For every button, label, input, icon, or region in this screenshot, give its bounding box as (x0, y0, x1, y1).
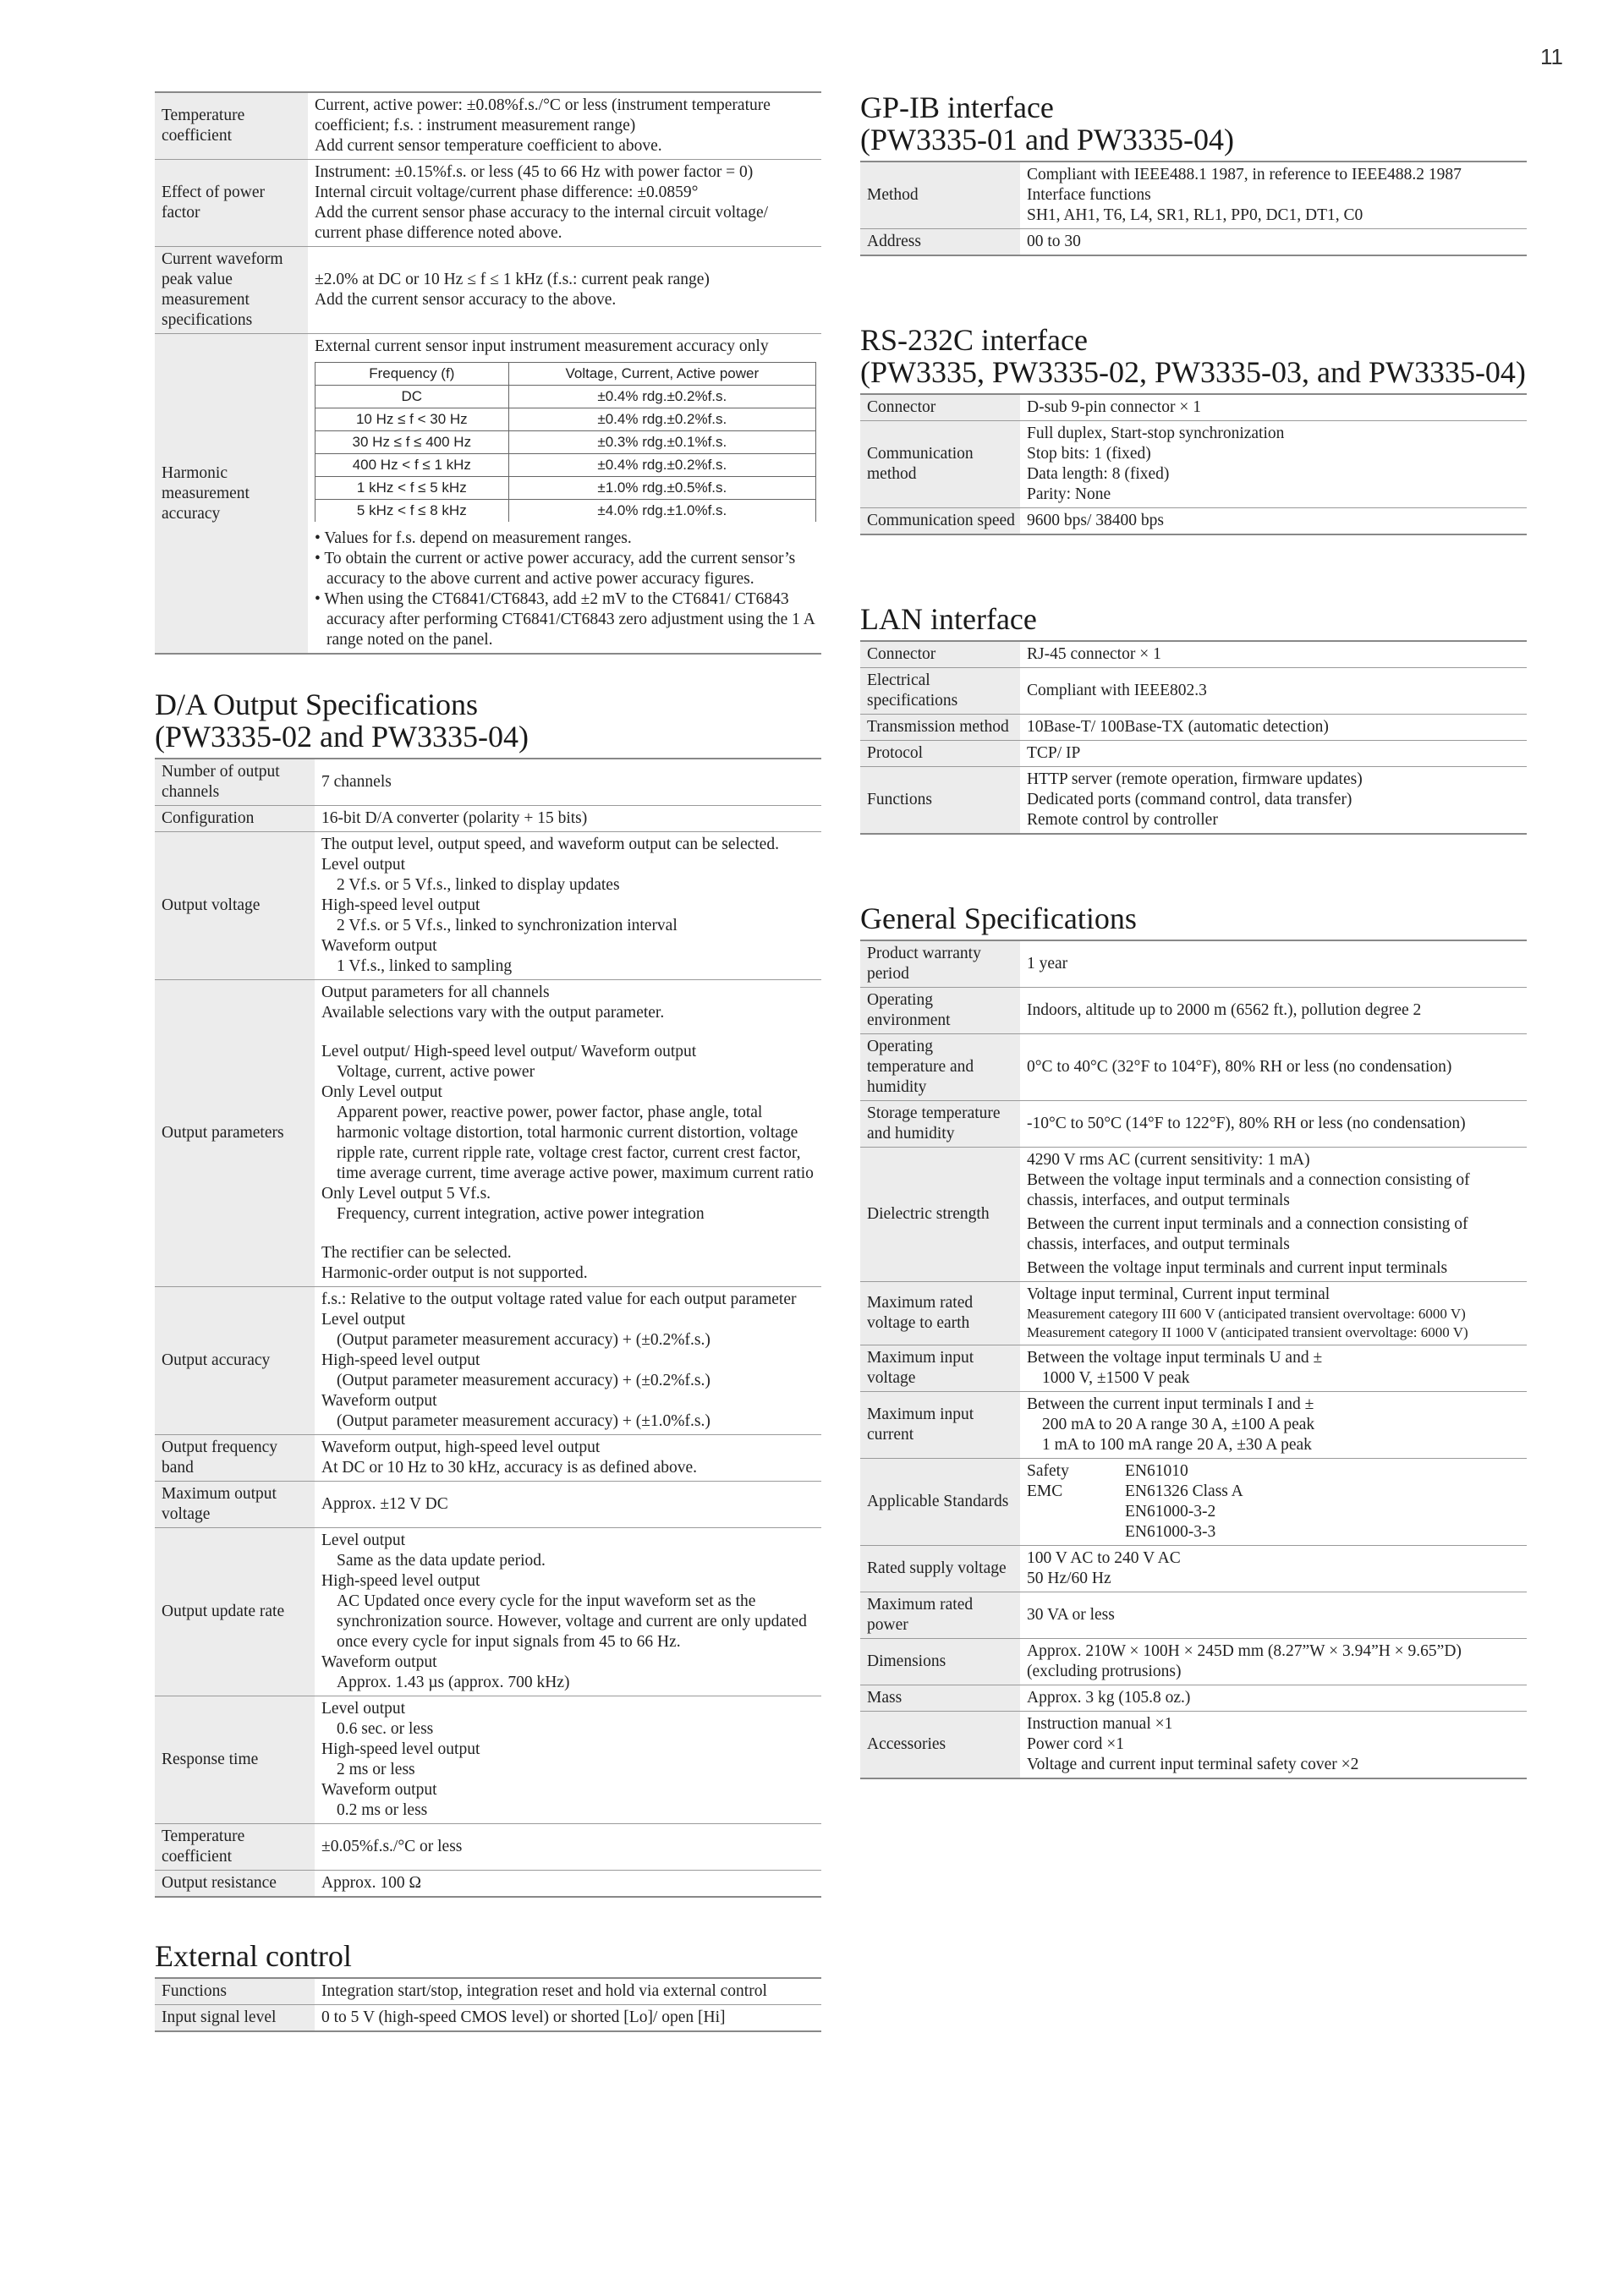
value-line: 0.6 sec. or less (337, 1720, 434, 1738)
right-column (860, 91, 1527, 1813)
value-line: Between the voltage input terminals U and ± (1027, 1349, 1323, 1367)
standard-name: EN61000-3-2 (1125, 1503, 1216, 1521)
value-line: Compliant with IEEE488.1 1987, in reference to IEEE488.2 1987 (1027, 166, 1462, 184)
table-row (860, 767, 1527, 835)
value-line: 100 V AC to 240 V AC (1027, 1549, 1181, 1567)
table-row (860, 1148, 1527, 1282)
table-row (315, 408, 816, 431)
value-line: High-speed level output (321, 1572, 480, 1590)
row-value: 0°C to 40°C (32°F to 104°F), 80% RH or less (no condensation) (1020, 1034, 1527, 1101)
value-line: Level output (321, 1532, 406, 1549)
title-line: D/A Output Specifications (155, 688, 478, 721)
note-line: • To obtain the current or active power accuracy, add the current sensor’s accuracy to the above current and active power accuracy figures. (315, 550, 796, 588)
gpib-section (860, 91, 1527, 256)
table-row (155, 2005, 821, 2032)
table-row (860, 508, 1527, 535)
value-line: Between the voltage input terminals and a connection consisting of chassis, interfaces, and output terminals (1027, 1171, 1470, 1209)
row-value (1020, 421, 1527, 508)
row-value: D-sub 9-pin connector × 1 (1020, 394, 1527, 421)
table-row (860, 1282, 1527, 1345)
row-label: Maximum rated voltage to earth (860, 1282, 1020, 1345)
row-label: Operating environment (860, 988, 1020, 1034)
table-row (315, 477, 816, 500)
value-line: Data length: 8 (fixed) (1027, 465, 1170, 483)
row-label: Dielectric strength (860, 1148, 1020, 1282)
row-label: Communication speed (860, 508, 1020, 535)
value-line: Add the current sensor accuracy to the above. (315, 291, 617, 309)
value-line: Interface functions (1027, 186, 1151, 204)
section-title: LAN interface (860, 602, 1037, 636)
row-label: Connector (860, 394, 1020, 421)
value-line: (Output parameter measurement accuracy) + (±1.0%f.s.) (337, 1412, 710, 1430)
row-value: 16-bit D/A converter (polarity + 15 bits) (315, 806, 821, 832)
table-row (860, 940, 1527, 988)
row-label: Maximum input current (860, 1392, 1020, 1459)
table-cell: ±0.4% rdg.±0.2%f.s. (508, 386, 815, 408)
value-line: Level output/ High-speed level output/ Waveform output (321, 1043, 697, 1060)
title-line: (PW3335-01 and PW3335-04) (860, 123, 1234, 156)
column-header: Frequency (f) (315, 363, 509, 386)
table-cell: ±4.0% rdg.±1.0%f.s. (508, 500, 815, 523)
value-line: Level output (321, 856, 406, 874)
row-label: Response time (155, 1696, 315, 1824)
row-label: Harmonic measurement accuracy (155, 334, 308, 655)
value-line: Voltage, current, active power (337, 1063, 535, 1081)
value-line: Remote control by controller (1027, 811, 1218, 829)
lan-table (860, 640, 1527, 835)
value-line: The rectifier can be selected. (321, 1244, 512, 1262)
table-row (860, 741, 1527, 767)
table-row (860, 1392, 1527, 1459)
row-value (1020, 1712, 1527, 1779)
table-cell: 1 kHz < f ≤ 5 kHz (315, 477, 509, 500)
value-line: Power cord ×1 (1027, 1735, 1124, 1753)
value-line: External current sensor input instrument measurement accuracy only (315, 337, 769, 355)
row-value (308, 334, 821, 655)
row-value (1020, 1148, 1527, 1282)
value-line: 0.2 ms or less (337, 1801, 428, 1819)
row-value: Approx. 3 kg (105.8 oz.) (1020, 1685, 1527, 1712)
row-label: Maximum output voltage (155, 1482, 315, 1528)
value-line: 2 Vf.s. or 5 Vf.s., linked to synchronization interval (337, 917, 678, 934)
da-output-table (155, 758, 821, 1898)
title-line: RS-232C interface (860, 323, 1088, 357)
table-row (155, 1871, 821, 1898)
note-line: • Values for f.s. depend on measurement ranges. (315, 529, 632, 547)
value-line: 1000 V, ±1500 V peak (1042, 1369, 1190, 1387)
value-line: Between the voltage input terminals and current input terminals (1027, 1259, 1448, 1277)
table-row (860, 1639, 1527, 1685)
table-row (315, 454, 816, 477)
value-line: Dedicated ports (command control, data transfer) (1027, 791, 1352, 808)
row-value (1020, 1282, 1527, 1345)
value-line: Same as the data update period. (337, 1552, 546, 1570)
accuracy-table (155, 91, 821, 655)
value-line: Add current sensor temperature coefficient to above. (315, 137, 662, 155)
row-value (1020, 1459, 1527, 1546)
value-line: Available selections vary with the output parameter. (321, 1004, 665, 1022)
row-value (308, 92, 821, 160)
value-line: 4290 V rms AC (current sensitivity: 1 mA) (1027, 1151, 1310, 1169)
value-line: High-speed level output (321, 1351, 480, 1369)
table-row (155, 1435, 821, 1482)
table-cell: ±0.3% rdg.±0.1%f.s. (508, 431, 815, 454)
table-row (860, 421, 1527, 508)
table-row (860, 1034, 1527, 1101)
row-label: Number of output channels (155, 759, 315, 806)
value-line: (Output parameter measurement accuracy) + (±0.2%f.s.) (337, 1372, 710, 1389)
value-line: (Output parameter measurement accuracy) + (±0.2%f.s.) (337, 1331, 710, 1349)
row-label: Output parameters (155, 980, 315, 1287)
table-row (155, 247, 821, 334)
value-line: Waveform output, high-speed level output (321, 1438, 601, 1456)
row-value (1020, 1345, 1527, 1392)
table-cell: ±1.0% rdg.±0.5%f.s. (508, 477, 815, 500)
table-cell: ±0.4% rdg.±0.2%f.s. (508, 408, 815, 431)
row-value (315, 1528, 821, 1696)
value-line: Between the current input terminals and a connection consisting of chassis, interfaces, and output terminals (1027, 1215, 1468, 1253)
row-value (1020, 1639, 1527, 1685)
row-label: Functions (860, 767, 1020, 835)
value-line: Frequency, current integration, active power integration (337, 1205, 705, 1223)
value-line: High-speed level output (321, 1740, 480, 1758)
value-line: Level output (321, 1311, 406, 1329)
row-value: 30 VA or less (1020, 1592, 1527, 1639)
row-value: Approx. 100 Ω (321, 1874, 421, 1892)
row-value: 1 year (1020, 940, 1527, 988)
value-line: Measurement category III 600 V (anticipated transient overvoltage: 6000 V) (1027, 1306, 1466, 1322)
standard-category: Safety (1027, 1462, 1069, 1480)
row-label: Mass (860, 1685, 1020, 1712)
row-value: 7 channels (315, 759, 821, 806)
row-label: Configuration (155, 806, 315, 832)
row-value (1020, 162, 1527, 229)
table-row (860, 1685, 1527, 1712)
rs232c-section (860, 324, 1527, 535)
value-line: 1 Vf.s., linked to sampling (337, 957, 513, 975)
row-value: 00 to 30 (1027, 233, 1081, 250)
row-value (1020, 1546, 1527, 1592)
row-label: Storage temperature and humidity (860, 1101, 1020, 1148)
table-row (155, 1287, 821, 1435)
section-title: General Specifications (860, 901, 1137, 935)
section-title: External control (155, 1939, 352, 1973)
row-value (315, 1696, 821, 1824)
table-row (155, 92, 821, 160)
page-number: 11 (1540, 44, 1563, 69)
value-line: 1 mA to 100 mA range 20 A, ±30 A peak (1042, 1436, 1312, 1454)
value-line: Only Level output 5 Vf.s. (321, 1185, 491, 1203)
value-line: (excluding protrusions) (1027, 1663, 1182, 1680)
row-label: Operating temperature and humidity (860, 1034, 1020, 1101)
value-line: Instrument: ±0.15%f.s. or less (45 to 66 Hz with power factor = 0) (315, 163, 754, 181)
row-value: 10Base-T/ 100Base-TX (automatic detection) (1020, 715, 1527, 741)
value-line: Harmonic-order output is not supported. (321, 1264, 588, 1282)
row-label: Output frequency band (155, 1435, 315, 1482)
table-row (315, 386, 816, 408)
row-label: Communication method (860, 421, 1020, 508)
value-line: Voltage input terminal, Current input terminal (1027, 1285, 1330, 1303)
row-label: Maximum rated power (860, 1592, 1020, 1639)
table-row (155, 832, 821, 980)
value-line: Internal circuit voltage/current phase difference: ±0.0859° (315, 184, 699, 201)
table-row (860, 1459, 1527, 1546)
row-label: Rated supply voltage (860, 1546, 1020, 1592)
value-line: Only Level output (321, 1083, 442, 1101)
row-value (315, 832, 821, 980)
row-label: Connector (860, 641, 1020, 668)
row-value: ±0.05%f.s./°C or less (315, 1824, 821, 1871)
table-row (860, 668, 1527, 715)
table-row (155, 1482, 821, 1528)
value-line: Voltage and current input terminal safety cover ×2 (1027, 1756, 1359, 1773)
harmonic-accuracy-table (315, 362, 816, 522)
section-title (860, 91, 1527, 156)
row-label: Accessories (860, 1712, 1020, 1779)
row-label: Output resistance (155, 1871, 315, 1898)
row-label: Temperature coefficient (155, 92, 308, 160)
value-line: Output parameters for all channels (321, 984, 550, 1001)
value-line: Full duplex, Start-stop synchronization (1027, 425, 1285, 442)
table-row (860, 162, 1527, 229)
standard-category: EMC (1027, 1482, 1063, 1500)
row-label: Output accuracy (155, 1287, 315, 1435)
value-line: Stop bits: 1 (fixed) (1027, 445, 1151, 463)
value-line: 50 Hz/60 Hz (1027, 1570, 1111, 1587)
table-row (155, 1978, 821, 2005)
table-row (860, 229, 1527, 256)
accuracy-section (155, 91, 821, 655)
table-cell: 5 kHz < f ≤ 8 kHz (315, 500, 509, 523)
table-row (860, 988, 1527, 1034)
row-label: Address (860, 229, 1020, 256)
title-line: GP-IB interface (860, 90, 1054, 124)
value-line: Measurement category II 1000 V (anticipated transient overvoltage: 6000 V) (1027, 1324, 1468, 1340)
standard-name: EN61326 Class A (1125, 1482, 1243, 1500)
row-label: Electrical specifications (860, 668, 1020, 715)
table-row (155, 1696, 821, 1824)
standard-category (1027, 1502, 1125, 1522)
row-value (315, 1435, 821, 1482)
column-header: Voltage, Current, Active power (508, 363, 815, 386)
table-row (860, 1592, 1527, 1639)
da-output-section (155, 688, 821, 1898)
title-line: (PW3335-02 and PW3335-04) (155, 720, 529, 753)
value-line: Instruction manual ×1 (1027, 1715, 1173, 1733)
table-cell: 10 Hz ≤ f < 30 Hz (315, 408, 509, 431)
table-row (860, 715, 1527, 741)
standard-name: EN61010 (1125, 1462, 1188, 1480)
value-line: Between the current input terminals I and ± (1027, 1395, 1314, 1413)
value-line: 2 Vf.s. or 5 Vf.s., linked to display updates (337, 876, 620, 894)
rs232c-table (860, 393, 1527, 535)
value-line: Approx. 1.43 µs (approx. 700 kHz) (337, 1674, 570, 1691)
value-line: 2 ms or less (337, 1761, 415, 1778)
table-row (860, 641, 1527, 668)
row-label: Effect of power factor (155, 160, 308, 247)
value-line: Apparent power, reactive power, power factor, phase angle, total harmonic voltage distortion, total harmonic current distortion, voltage ripple rate, current ripple rate, voltage crest factor, current crest factor, time average current, time average active power, maximum current ratio (337, 1104, 814, 1182)
table-row (315, 500, 816, 523)
value-line: The output level, output speed, and waveform output can be selected. (321, 836, 779, 853)
value-line: f.s.: Relative to the output voltage rated value for each output parameter (321, 1290, 797, 1308)
value-line: SH1, AH1, T6, L4, SR1, RL1, PP0, DC1, DT1, C0 (1027, 206, 1363, 224)
table-row (860, 1345, 1527, 1392)
row-label: Output voltage (155, 832, 315, 980)
row-label: Output update rate (155, 1528, 315, 1696)
row-label: Current waveform peak value measurement specifications (155, 247, 308, 334)
row-label: Maximum input voltage (860, 1345, 1020, 1392)
row-value: 9600 bps/ 38400 bps (1027, 512, 1164, 529)
value-line: ±2.0% at DC or 10 Hz ≤ f ≤ 1 kHz (f.s.: current peak range) (315, 271, 710, 288)
lan-section (860, 603, 1527, 835)
row-value (1020, 767, 1527, 835)
table-row (155, 1528, 821, 1696)
table-row (860, 1546, 1527, 1592)
row-value: Indoors, altitude up to 2000 m (6562 ft.), pollution degree 2 (1020, 988, 1527, 1034)
row-label: Temperature coefficient (155, 1824, 315, 1871)
row-value: Approx. ±12 V DC (315, 1482, 821, 1528)
row-value (315, 980, 821, 1287)
table-row (860, 1101, 1527, 1148)
table-row (155, 759, 821, 806)
table-cell: ±0.4% rdg.±0.2%f.s. (508, 454, 815, 477)
table-header-row (315, 363, 816, 386)
table-row (155, 980, 821, 1287)
row-label: Method (860, 162, 1020, 229)
external-control-section (155, 1940, 821, 2032)
row-label: Dimensions (860, 1639, 1020, 1685)
value-line: HTTP server (remote operation, firmware updates) (1027, 770, 1363, 788)
value-line: AC Updated once every cycle for the input waveform set as the synchronization source. However, voltage and current are only updated once every cycle for input signals from 45 to 66 Hz. (337, 1592, 807, 1651)
row-value (315, 1287, 821, 1435)
row-value: TCP/ IP (1020, 741, 1527, 767)
row-value: Integration start/stop, integration reset and hold via external control (315, 1978, 821, 2005)
table-cell: 400 Hz < f ≤ 1 kHz (315, 454, 509, 477)
row-label: Applicable Standards (860, 1459, 1020, 1546)
value-line: 200 mA to 20 A range 30 A, ±100 A peak (1042, 1416, 1315, 1433)
row-label: Protocol (860, 741, 1020, 767)
row-label: Transmission method (860, 715, 1020, 741)
table-row (155, 334, 821, 655)
table-row (860, 394, 1527, 421)
note-line: • When using the CT6841/CT6843, add ±2 mV to the CT6841/ CT6843 accuracy after performing CT6841/CT6843 zero adjustment using the 1 A range noted on the panel. (315, 590, 815, 649)
row-value: Compliant with IEEE802.3 (1020, 668, 1527, 715)
table-row (155, 160, 821, 247)
row-value: -10°C to 50°C (14°F to 122°F), 80% RH or less (no condensation) (1020, 1101, 1527, 1148)
value-line: Parity: None (1027, 485, 1111, 503)
general-specifications-table (860, 940, 1527, 1779)
row-label: Product warranty period (860, 940, 1020, 988)
row-label: Functions (155, 1978, 315, 2005)
table-row (155, 806, 821, 832)
section-title (155, 688, 821, 753)
value-line: Add the current sensor phase accuracy to the internal circuit voltage/ current phase difference noted above. (315, 204, 769, 242)
standard-name: EN61000-3-3 (1125, 1523, 1216, 1541)
value-line: Waveform output (321, 1653, 437, 1671)
gpib-table (860, 161, 1527, 256)
external-control-table (155, 1977, 821, 2032)
left-column (155, 91, 821, 2066)
table-cell: 30 Hz ≤ f ≤ 400 Hz (315, 431, 509, 454)
row-value (308, 247, 821, 334)
title-line: (PW3335, PW3335-02, PW3335-03, and PW3335-04) (860, 355, 1526, 389)
standard-category (1027, 1522, 1125, 1543)
row-value (1020, 1392, 1527, 1459)
value-line: Current, active power: ±0.08%f.s./°C or less (instrument temperature coefficient; f.s. : instrument measurement range) (315, 96, 771, 134)
row-value: 0 to 5 V (high-speed CMOS level) or shorted [Lo]/ open [Hi] (321, 2008, 726, 2026)
value-line: At DC or 10 Hz to 30 kHz, accuracy is as defined above. (321, 1459, 698, 1477)
value-line: High-speed level output (321, 896, 480, 914)
row-label: Input signal level (155, 2005, 315, 2032)
row-value: RJ-45 connector × 1 (1020, 641, 1527, 668)
table-row (860, 1712, 1527, 1779)
table-row (155, 1824, 821, 1871)
value-line: Waveform output (321, 937, 437, 955)
table-row (315, 431, 816, 454)
section-title (860, 324, 1527, 388)
value-line: Approx. 210W × 100H × 245D mm (8.27”W × 3.94”H × 9.65”D) (1027, 1642, 1462, 1660)
row-value (308, 160, 821, 247)
value-line: Waveform output (321, 1392, 437, 1410)
table-cell: DC (315, 386, 509, 408)
general-specifications-section (860, 902, 1527, 1779)
value-line: Waveform output (321, 1781, 437, 1799)
value-line: Level output (321, 1700, 406, 1718)
